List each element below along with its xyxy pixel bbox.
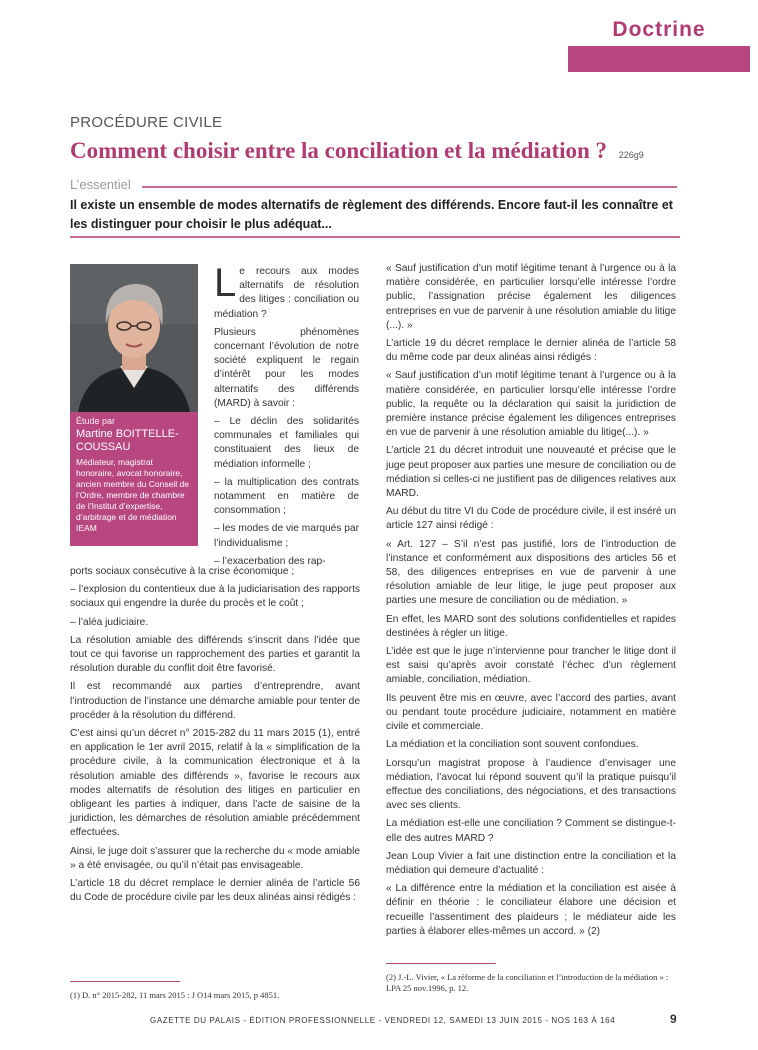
paragraph: La médiation et la conciliation sont souvent confondues.: [386, 739, 639, 751]
list-item: – l’exacerbation des rap-: [214, 555, 326, 567]
list-item: – la multiplication des contrats notamment en matière de consommation ;: [214, 476, 359, 517]
footnote-1: (1) D. n° 2015-282, 11 mars 2015 : J O14 mars 2015, p 4851.: [70, 990, 280, 1000]
essentiel-rule: [142, 186, 677, 188]
paragraph: L’article 21 du décret introduit une nouveauté et précise que le juge peut proposer aux parties une mesure de conciliation ou de médiation si celles-ci ne justifient pas de diligences relatives aux MARD.: [386, 445, 676, 500]
rubric-bar: [568, 46, 750, 72]
section-label: PROCÉDURE CIVILE: [70, 114, 223, 131]
footnote-2: (2) J.-L. Vivier, « La réforme de la conciliation et l’introduction de la médiation » : LPA 25 nov.1996, p. 12.: [386, 972, 669, 993]
author-description: Médiateur, magistrat honoraire, avocat honoraire, ancien membre du Conseil de l’Ordre, membre de chambre de l’Institut d’expertise, d’arbitrage et de médiation IEAM: [76, 457, 189, 533]
list-item: – l’explosion du contentieux due à la judiciarisation des rapports sociaux qui engendre la durée du procès et le coût ;: [70, 584, 360, 610]
paragraph: ports sociaux consécutive à la crise économique ;: [70, 566, 295, 577]
author-box: [70, 412, 198, 546]
paragraph: Ils peuvent être mis en œuvre, avec l’accord des parties, avant ou pendant toute procédure judiciaire, notamment en matière civile et commerciale.: [386, 692, 676, 733]
paragraph: Plusieurs phénomènes concernant l’évolution de notre société expliquent le regain d’intérêt pour les modes alternatifs des différends (MARD) à savoir :: [214, 326, 359, 409]
paragraph: Lorsqu’un magistrat propose à l’audience d’envisager une médiation, l’avocat lui répond souvent qu’il la pratique puisqu’il effectue des conciliations, des négociations, et des transactions avec ses clients.: [386, 757, 676, 812]
article-title: [70, 138, 644, 164]
paragraph: L’article 19 du décret remplace le dernier alinéa de l’article 58 du même code par deux alinéas ainsi rédigés :: [386, 338, 676, 364]
essentiel-text: Il existe un ensemble de modes alternatifs de règlement des différends. Encore faut-il les connaître et les distinguer pour choisir le plus adéquat...: [70, 198, 673, 231]
footnote-rule-right: [386, 963, 496, 964]
paragraph: L’article 18 du décret remplace le dernier alinéa de l’article 56 du Code de procédure civile par les deux alinéas ainsi rédigés :: [70, 878, 360, 904]
list-item: – les modes de vie marqués par l’individualisme ;: [214, 523, 359, 549]
author-by-label: Étude par: [76, 416, 116, 426]
list-item: – l’aléa judiciaire.: [70, 616, 149, 628]
quote-paragraph: « La différence entre la médiation et la conciliation est aisée à définir en théorie : le conciliateur élabore une décision et recueille l’assentiment des plaideurs ; le médiateur aide les parties à élaborer elles-mêmes un accord. » (2): [386, 883, 676, 937]
quote-paragraph: « Art. 127 – S’il n’est pas justifié, lors de l’introduction de l’instance et conformément aux dispositions des articles 56 et 58, des diligences entreprises en vue de parvenir à une résolution amiable de leur litige, le juge peut proposer aux parties une mesure de conciliation ou de médiation. »: [386, 538, 676, 607]
author-name: Martine BOITTELLE-COUSSAU: [76, 428, 179, 453]
paragraph: La médiation est-elle une conciliation ? Comment se distingue-t-elle des autres MARD ?: [386, 818, 676, 844]
list-item: – Le déclin des solidarités communales et familiales qui constituaient des lieux de médiation informelle ;: [214, 416, 359, 470]
author-photo: [70, 264, 198, 412]
essentiel-label: L’essentiel: [70, 177, 131, 192]
article-ref-code: 226g9: [618, 150, 644, 160]
rubric-tab: [568, 14, 750, 70]
right-column: [386, 262, 676, 943]
paragraph: Au début du titre VI du Code de procédure civile, il est inséré un article 127 ainsi rédigé :: [386, 506, 676, 532]
paragraph: En effet, les MARD sont des solutions confidentielles et rapides destinées à régler un litige.: [386, 613, 676, 639]
page-number: 9: [670, 1012, 677, 1026]
paragraph: C’est ainsi qu’un décret n° 2015-282 du 11 mars 2015 (1), entré en application le 1er avril 2015, relatif à la « simplification de la procédure civile, à la communication électronique et à la résolution amiable des différends », favorise le recours aux modes alternatifs de résolution des litiges en particulier en obligeant les parties à indiquer, dans l’acte de saisine de la juridiction, les démarches de résolution amiable précédemment effectuées.: [70, 728, 360, 839]
rubric-title: Doctrine: [612, 18, 706, 41]
author-portrait-image: [70, 264, 198, 412]
essentiel-bottom-rule: [70, 236, 680, 238]
intro-paragraph: Le recours aux modes alternatifs de résolution des litiges : conciliation ou médiation ?: [214, 261, 359, 320]
left-column: [70, 565, 360, 909]
drop-cap: L: [214, 261, 237, 305]
article-title-text: Comment choisir entre la conciliation et la médiation ?: [70, 138, 608, 163]
paragraph: La résolution amiable des différends s’inscrit dans l’idée que tout ce qui favorise un rapprochement des parties et garantit la résolution durable du conflit doit être favorisé.: [70, 634, 360, 675]
paragraph: L’idée est que le juge n’intervienne pour trancher le litige dont il est saisi qu’après avoir constaté l’échec d’un règlement amiable, conciliation, médiation.: [386, 646, 676, 686]
footnote-rule-left: [70, 981, 180, 982]
page-footer: GAZETTE DU PALAIS - ÉDITION PROFESSIONNELLE - VENDREDI 12, SAMEDI 13 JUIN 2015 - NOS 163 À 164: [150, 1016, 616, 1025]
quote-paragraph: « Sauf justification d’un motif légitime tenant à l’urgence ou à la matière considérée, en particulier lorsqu’elle intéresse l’ordre public, la requête ou la déclaration qui saisit la juridiction de première instance précise également les diligences entreprises en vue de parvenir à une résolution amiable du litige(...). »: [386, 370, 676, 439]
intro-column: [214, 261, 359, 573]
paragraph: Ainsi, le juge doit s’assurer que la recherche du « mode amiable » a été envisagée, ou qu’il n’était pas envisageable.: [70, 845, 360, 871]
quote-paragraph: « Sauf justification d’un motif légitime tenant à l’urgence ou à la matière considérée, en particulier lorsqu’elle intéresse l’ordre public, l’assignation précise également les diligences entreprises en vue de parvenir à une résolution amiable du litige (...). »: [386, 263, 676, 331]
paragraph: Jean Loup Vivier a fait une distinction entre la conciliation et la médiation qui demeure d’actualité :: [386, 850, 676, 876]
paragraph: Il est recommandé aux parties d’entreprendre, avant l’introduction de l’instance une démarche amiable pour tenter de procéder à la résolution du différend.: [70, 681, 360, 721]
